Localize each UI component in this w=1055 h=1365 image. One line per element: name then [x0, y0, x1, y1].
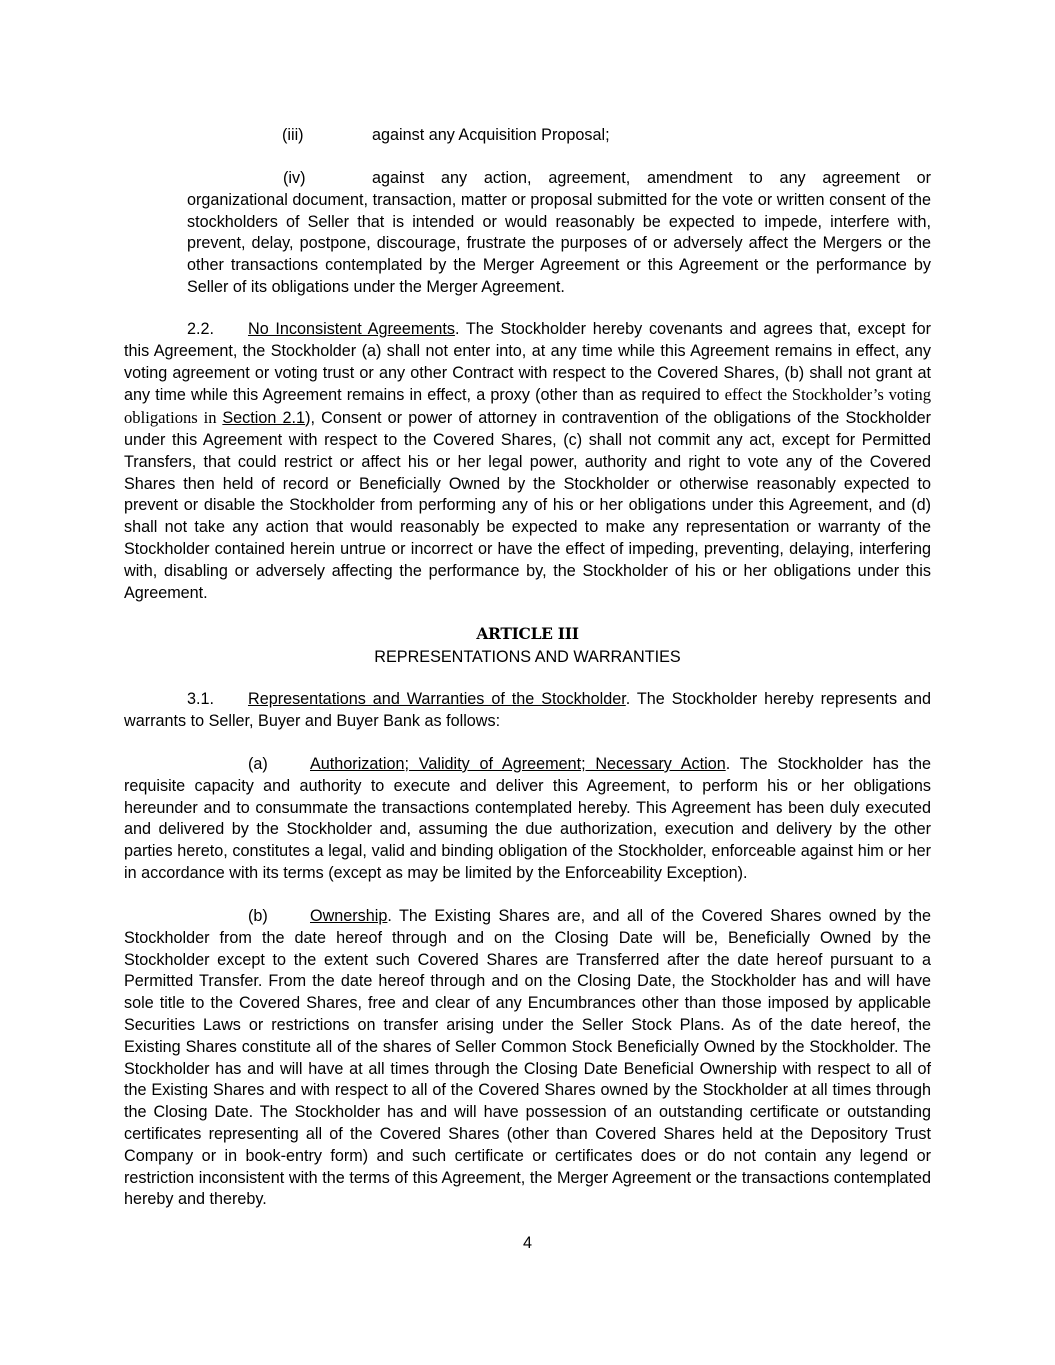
subsection-b-label: (b) — [248, 907, 268, 925]
item-iv — [187, 168, 931, 299]
subsection-a-text: . The Stockholder has the requisite capacity and authority to execute and deliver this Agreement, to perform his or her obligations hereunder and to consummate the transactions contemplated hereby. This Agreement has been duly executed and delivered by the Stockholder and, assuming the due authorization, execution and delivery by the other parties hereto, constitutes a legal, valid and binding obligation of the Stockholder, enforceable against him or her in accordance with its terms (except as may be limited by the Enforceability Exception). — [124, 755, 931, 882]
section-2-2-number: 2.2. — [187, 320, 215, 338]
subsection-a — [124, 754, 931, 885]
subsection-b-title: Ownership — [310, 907, 388, 925]
subsection-a-title: Authorization; Validity of Agreement; Necessary Action — [310, 755, 726, 773]
item-iii-label: (iii) — [282, 126, 304, 144]
article-subtitle: REPRESENTATIONS AND WARRANTIES — [374, 648, 681, 666]
page-number: 4 — [522, 1234, 532, 1252]
item-iii — [124, 125, 931, 147]
section-2-2-text-b: ), Consent or power of attorney in contravention of the obligations of the Stockholder under this Agreement with respect to the Covered Shares, (c) shall not commit any act, except for Permitted Transfers, that could restrict or affect his or her legal power, authority and right to vote any of the Covered Shares then held of record or Beneficially Owned by the Stockholder or otherwise reasonably expected to prevent or disable the Stockholder from performing any of his or her obligations under this Agreement, and (d) shall not take any action that would reasonably be expected to make any representation or warranty of the Stockholder contained herein untrue or incorrect or have the effect of impeding, preventing, delaying, interfering with, disabling or adversely affecting the performance by, the Stockholder of his or her obligations under this Agreement. — [124, 409, 931, 602]
section-2-2-text-serif: effect the Stockholder’s voting obligations in — [124, 385, 931, 428]
section-2-1-reference-link[interactable]: Section 2.1 — [222, 409, 306, 428]
subsection-a-label: (a) — [248, 755, 268, 773]
item-iii-text: against any Acquisition Proposal; — [372, 126, 610, 144]
section-3-1-title: Representations and Warranties of the Stockholder — [248, 690, 626, 708]
section-3-1 — [124, 689, 931, 733]
section-2-2-text-a: . The Stockholder hereby covenants and agrees that, except for this Agreement, the Stockholder (a) shall not enter into, at any time while this Agreement remains in effect, any voting agreement or voting trust or any other Contract with respect to the Covered Shares, (b) shall not grant at any time while this Agreement remains in effect, a proxy (other than as required to — [124, 320, 931, 405]
subsection-b-text: . The Existing Shares are, and all of the Covered Shares owned by the Stockholder from the date hereof through and on the Closing Date will be, Beneficially Owned by the Stockholder except to the extent such Covered Shares are Transferred after the date hereof pursuant to a Permitted Transfer. From the date hereof through and on the Closing Date, the Stockholder has and will have sole title to the Covered Shares, free and clear of any Encumbrances other than those imposed by applicable Securities Laws or restrictions on transfer arising under the Seller Stock Plans. As of the date hereof, the Existing Shares constitute all of the shares of Seller Common Stock Beneficially Owned by the Stockholder. The Stockholder has and will have at all times through the Closing Date Beneficial Ownership with respect to all of the Existing Shares and with respect to all of the Covered Shares owned by the Stockholder at all times through the Closing Date. The Stockholder has and will have possession of an outstanding certificate or outstanding certificates representing all of the Covered Shares (other than Covered Shares held at the Depository Trust Company or in book-entry form) and such certificate or certificates does or do not contain any legend or restriction inconsistent with the terms of this Agreement, the Merger Agreement or the transactions contemplated hereby and thereby. — [124, 907, 931, 1209]
item-iv-label: (iv) — [283, 169, 306, 187]
section-3-1-number: 3.1. — [187, 690, 215, 708]
section-3-1-text: . The Stockholder hereby represents and warrants to Seller, Buyer and Buyer Bank as follows: — [124, 690, 931, 730]
section-2-2 — [124, 319, 931, 604]
subsection-b — [124, 906, 931, 1211]
section-2-2-title: No Inconsistent Agreements — [248, 320, 455, 338]
item-iv-text: against any action, agreement, amendment to any agreement or organizational document, transaction, matter or proposal submitted for the vote or written consent of the stockholders of Seller that is intended or would reasonably be expected to impede, interfere with, prevent, delay, postpone, discourage, frustrate the purposes of or adversely affect the Mergers or the other transactions contemplated by the Merger Agreement or this Agreement or the performance by Seller of its obligations under the Merger Agreement. — [187, 169, 931, 296]
article-title: ARTICLE III — [476, 624, 579, 643]
